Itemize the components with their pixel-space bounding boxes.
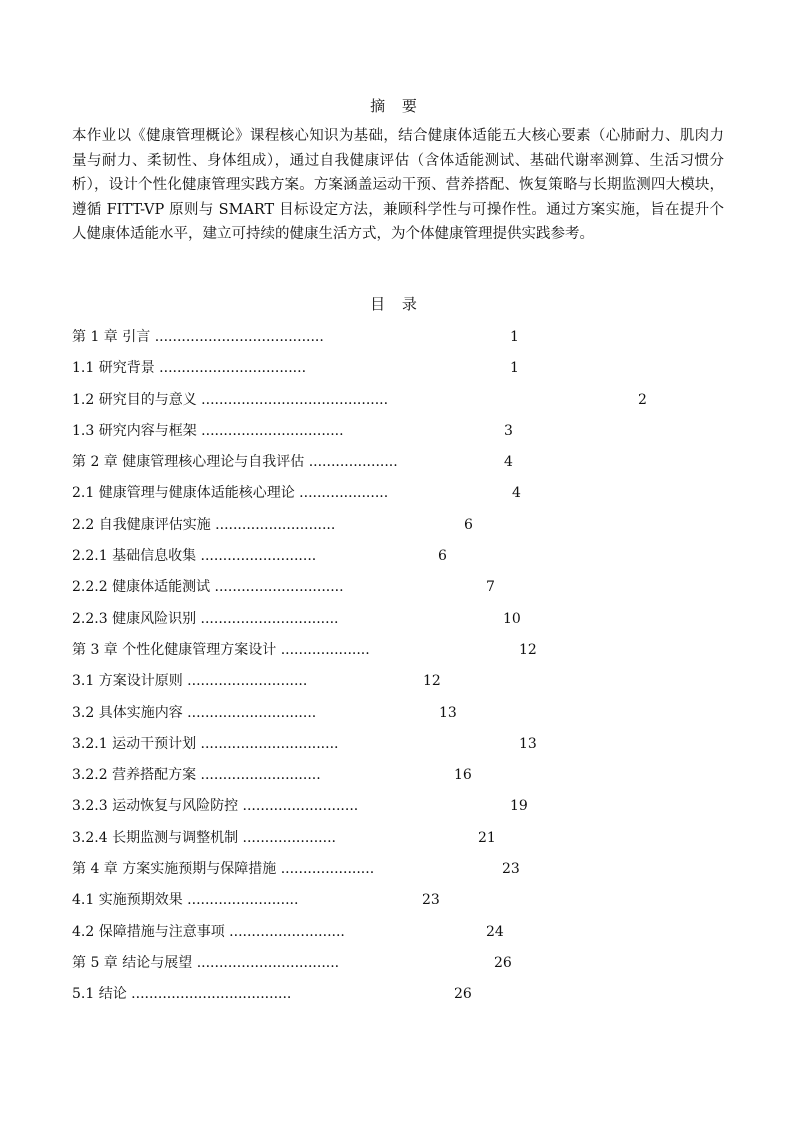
toc-entry[interactable] (72, 514, 692, 545)
toc-entry[interactable] (72, 670, 692, 701)
toc-entry[interactable] (72, 764, 692, 795)
toc-entry-page: 26 (454, 986, 472, 1003)
toc-entry-page: 12 (519, 641, 537, 658)
toc-entry[interactable] (72, 451, 692, 482)
toc-entry-page: 26 (494, 954, 512, 971)
toc-entry-page: 3 (504, 422, 513, 439)
toc-entry-page: 13 (519, 735, 537, 752)
toc-entry-text: 第 1 章 引言 ...................................... (72, 329, 324, 345)
toc-entry[interactable] (72, 420, 692, 451)
toc-entry-text: 2.2.1 基础信息收集 .......................... (72, 548, 317, 565)
toc-entry-page: 1 (510, 360, 519, 377)
toc-entry[interactable] (72, 889, 692, 920)
toc-entry-text: 1.1 研究背景 ................................. (72, 360, 307, 377)
toc-entry[interactable] (72, 827, 692, 858)
toc-entry-text: 第 2 章 健康管理核心理论与自我评估 .................... (72, 454, 398, 471)
toc-entry-text: 第 5 章 结论与展望 ................................ (72, 954, 340, 971)
toc-entry[interactable] (72, 733, 692, 764)
toc-entry-page: 12 (423, 673, 441, 690)
toc-entry-text: 4.1 实施预期效果 ......................... (72, 892, 299, 909)
toc-entry-text: 2.1 健康管理与健康体适能核心理论 .................... (72, 485, 389, 502)
toc-entry[interactable] (72, 326, 692, 357)
toc-entry-text: 1.2 研究目的与意义 .......................................... (72, 391, 389, 408)
toc-entry-text: 1.3 研究内容与框架 ................................ (72, 422, 344, 439)
toc-entry-text: 第 4 章 方案实施预期与保障措施 ..................... (72, 861, 375, 878)
toc-entry-page: 23 (502, 861, 520, 878)
toc-entry[interactable] (72, 702, 692, 733)
toc-entry[interactable] (72, 482, 692, 513)
toc-entry-page: 4 (512, 485, 521, 502)
toc-entry-page: 24 (486, 923, 504, 940)
toc-entry[interactable] (72, 357, 692, 388)
toc-entry-page: 1 (510, 329, 519, 345)
toc-entry-page: 2 (638, 391, 647, 408)
toc-entry-text: 3.2.4 长期监测与调整机制 ..................... (72, 829, 336, 846)
toc-entry-text: 第 3 章 个性化健康管理方案设计 .................... (72, 641, 370, 658)
abstract-title: 摘 要 (370, 97, 423, 115)
toc-entry-text: 2.2.2 健康体适能测试 ............................. (72, 579, 344, 596)
toc-entry-text: 4.2 保障措施与注意事项 .......................... (72, 923, 345, 940)
toc-entry-text: 3.1 方案设计原则 ........................... (72, 673, 308, 690)
toc-entry-page: 19 (510, 798, 528, 815)
toc-entry-page: 6 (438, 548, 447, 565)
toc-entry[interactable] (72, 545, 692, 576)
toc-entry[interactable] (72, 795, 692, 826)
toc-entry[interactable] (72, 389, 692, 420)
toc-entry[interactable] (72, 983, 692, 1014)
toc-entry[interactable] (72, 639, 692, 670)
toc-entry-page: 6 (464, 516, 473, 533)
table-of-contents (72, 326, 692, 1015)
toc-entry[interactable] (72, 608, 692, 639)
toc-entry[interactable] (72, 576, 692, 607)
toc-entry[interactable] (72, 921, 692, 952)
toc-entry-page: 4 (504, 454, 513, 471)
toc-entry-text: 3.2 具体实施内容 ............................. (72, 704, 317, 721)
toc-entry-text: 3.2.1 运动干预计划 ............................... (72, 735, 339, 752)
toc-entry-page: 10 (503, 610, 521, 627)
toc-entry-text: 3.2.3 运动恢复与风险防控 .......................... (72, 798, 359, 815)
toc-title: 目 录 (370, 295, 423, 313)
toc-entry-page: 23 (422, 892, 440, 909)
abstract-body: 本作业以《健康管理概论》课程核心知识为基础，结合健康体适能五大核心要素（心肺耐力、肌肉力量与耐力、柔韧性、身体组成），通过自我健康评估（含体适能测试、基础代谢率测算、生活习惯分析），设计个性化健康管理实践方案。方案涵盖运动干预、营养搭配、恢复策略与长期监测四大模块，遵循 FITT-VP 原则与 SMART 目标设定方法，兼顾科学性与可操作性。通过方案实施，旨在提升个人健康体适能水平，建立可持续的健康生活方式，为个体健康管理提供实践参考。 (72, 128, 724, 242)
toc-entry-page: 7 (486, 579, 495, 596)
toc-entry-page: 16 (454, 767, 472, 784)
toc-entry-text: 2.2.3 健康风险识别 ............................... (72, 610, 339, 627)
toc-entry-page: 21 (478, 829, 496, 846)
toc-entry-text: 2.2 自我健康评估实施 ........................... (72, 516, 336, 533)
toc-entry-page: 13 (439, 704, 457, 721)
toc-entry-text: 3.2.2 营养搭配方案 ........................... (72, 767, 321, 784)
toc-entry[interactable] (72, 858, 692, 889)
toc-entry[interactable] (72, 952, 692, 983)
toc-entry-text: 5.1 结论 .................................... (72, 986, 292, 1003)
